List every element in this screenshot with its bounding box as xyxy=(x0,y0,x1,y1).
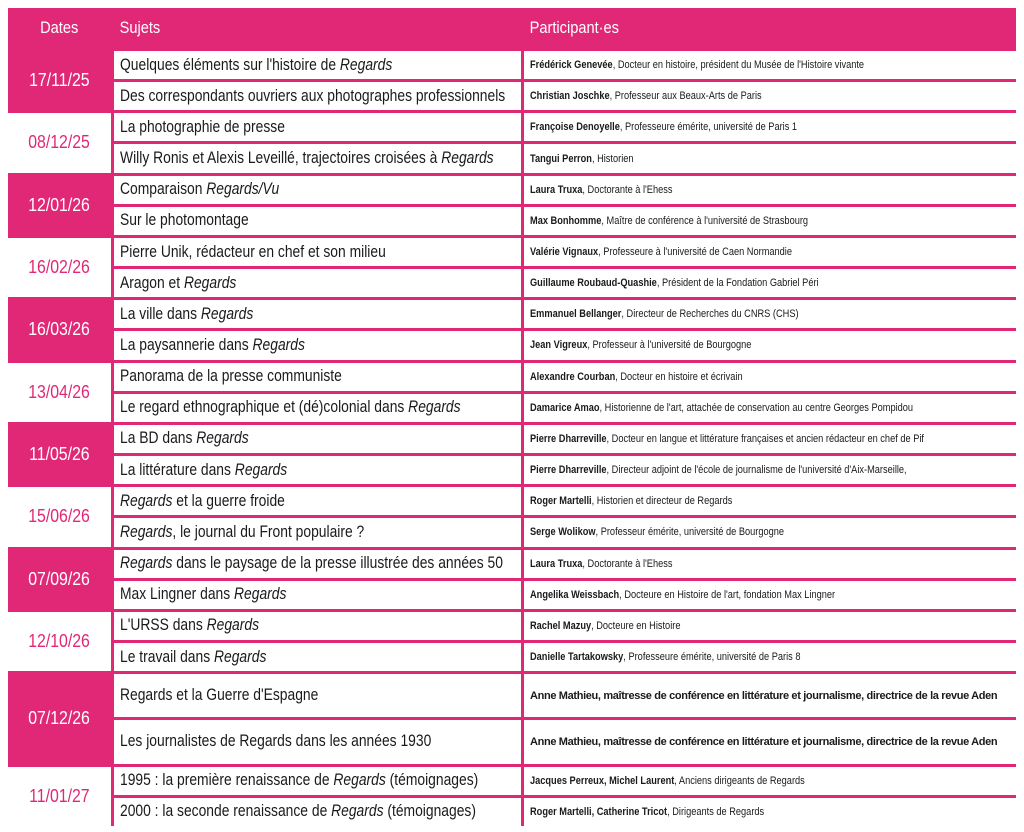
session-participant xyxy=(521,391,1016,422)
header-subjects: Sujets xyxy=(111,8,464,48)
subject-text: Comparaison xyxy=(120,180,207,199)
participant-name: Valérie Vignaux xyxy=(530,246,599,259)
participant-role: , Professeur à l'université de Bourgogne xyxy=(587,339,752,352)
session-row xyxy=(8,297,1016,328)
session-participant xyxy=(521,360,1016,391)
participant-role: , Historien xyxy=(591,152,634,165)
participant-name: Rachel Mazuy xyxy=(530,619,592,632)
subject-title-italic: Regards xyxy=(441,149,494,168)
session-row xyxy=(8,79,1016,110)
session-date: 16/02/26 xyxy=(8,235,111,297)
session-participant xyxy=(521,578,1016,609)
participant-role: , Anciens dirigeants de Regards xyxy=(674,774,805,787)
session-date: 12/10/26 xyxy=(8,609,111,671)
session-subject xyxy=(111,764,521,795)
session-participant xyxy=(521,453,1016,484)
session-row xyxy=(8,266,1016,297)
session-participant xyxy=(521,717,1016,763)
participant-name: Angelika Weissbach xyxy=(530,588,620,601)
participant-name: Alexandre Courban xyxy=(530,370,616,383)
session-date: 11/01/27 xyxy=(8,764,111,826)
subject-title-italic: Regards xyxy=(339,55,393,74)
session-row xyxy=(8,795,1016,826)
participant-role: , Doctorante à l'Ehess xyxy=(582,183,673,196)
participant-role: , Docteure en Histoire xyxy=(591,619,681,632)
subject-text: Pierre Unik, rédacteur en chef et son milieu xyxy=(120,242,386,261)
participant-name: Serge Wolikow xyxy=(530,526,596,539)
subject-title-italic: Regards xyxy=(120,491,173,510)
session-subject xyxy=(111,795,521,826)
session-subject xyxy=(111,547,521,578)
subject-text: La paysannerie dans xyxy=(120,335,253,354)
subject-title-italic: Regards xyxy=(120,522,173,541)
session-participant xyxy=(521,235,1016,266)
subject-text: Les journalistes de Regards dans les années 1930 xyxy=(120,732,432,751)
session-participant xyxy=(521,110,1016,141)
participant-role: , Docteure en Histoire de l'art, fondation Max Lingner xyxy=(619,588,836,601)
session-subject xyxy=(111,578,521,609)
subject-text: 2000 : la seconde renaissance de xyxy=(120,802,332,821)
participant-name: Tangui Perron xyxy=(530,152,592,165)
session-subject xyxy=(111,235,521,266)
session-row xyxy=(8,48,1016,79)
participant-role: , Directeur de Recherches du CNRS (CHS) xyxy=(621,308,799,321)
session-participant xyxy=(521,266,1016,297)
participant-role: , Directeur adjoint de l'école de journalisme de l'université d'Aix-Marseille, xyxy=(606,464,907,477)
participant-name: Françoise Denoyelle xyxy=(530,121,620,134)
session-row xyxy=(8,141,1016,172)
session-date: 08/12/25 xyxy=(8,110,111,172)
subject-text: Regards et la Guerre d'Espagne xyxy=(120,686,319,705)
subject-text: Le regard ethnographique et (dé)colonial dans xyxy=(120,398,409,417)
participant-name: Emmanuel Bellanger xyxy=(530,308,622,321)
participant-name: Anne Mathieu, maîtresse de conférence en littérature et journalisme, directrice de la revue Aden xyxy=(530,735,998,748)
session-subject xyxy=(111,328,521,359)
participant-role: , Doctorante à l'Ehess xyxy=(582,557,673,570)
subject-text: 1995 : la première renaissance de xyxy=(120,771,334,790)
session-row xyxy=(8,360,1016,391)
participant-name: Laura Truxa xyxy=(530,183,583,196)
subject-title-italic: Regards xyxy=(120,554,173,573)
session-subject xyxy=(111,79,521,110)
participant-role: , Professeur aux Beaux-Arts de Paris xyxy=(609,90,762,103)
subject-text: La littérature dans xyxy=(120,460,235,479)
session-row xyxy=(8,717,1016,763)
session-subject xyxy=(111,453,521,484)
subject-title-italic: Regards xyxy=(408,398,461,417)
participant-role: , Président de la Fondation Gabriel Péri xyxy=(656,277,819,290)
session-subject xyxy=(111,609,521,640)
subject-text: Quelques éléments sur l'histoire de xyxy=(120,55,340,74)
session-row xyxy=(8,547,1016,578)
session-row xyxy=(8,515,1016,546)
session-participant xyxy=(521,422,1016,453)
session-row xyxy=(8,391,1016,422)
session-row xyxy=(8,671,1016,717)
participant-name: Max Bonhomme xyxy=(530,214,602,227)
participant-role: , Docteur en langue et littérature françaises et ancien rédacteur en chef de Pif xyxy=(606,432,924,445)
session-row xyxy=(8,173,1016,204)
session-subject xyxy=(111,671,521,717)
subject-text: Aragon et xyxy=(120,273,184,292)
session-subject xyxy=(111,204,521,235)
session-subject xyxy=(111,640,521,671)
session-row xyxy=(8,484,1016,515)
participant-name: Damarice Amao xyxy=(530,401,600,414)
subject-title-italic: Regards/Vu xyxy=(206,180,280,199)
participant-name: Christian Joschke xyxy=(530,90,610,103)
session-row xyxy=(8,204,1016,235)
session-participant xyxy=(521,141,1016,172)
session-participant xyxy=(521,515,1016,546)
participant-role: , Docteur en histoire, président du Musée de l'Histoire vivante xyxy=(612,59,865,72)
session-subject xyxy=(111,173,521,204)
session-subject xyxy=(111,110,521,141)
session-subject xyxy=(111,717,521,763)
session-row xyxy=(8,422,1016,453)
participant-role: , Professeure émérite, université de Paris 1 xyxy=(619,121,798,134)
participant-name: Roger Martelli xyxy=(530,495,592,508)
subject-title-italic: Regards xyxy=(234,460,288,479)
session-subject xyxy=(111,391,521,422)
session-row xyxy=(8,764,1016,795)
session-row xyxy=(8,578,1016,609)
session-subject xyxy=(111,515,521,546)
session-row xyxy=(8,609,1016,640)
session-date: 12/01/26 xyxy=(8,173,111,235)
participant-name: Laura Truxa xyxy=(530,557,583,570)
participant-role: , Professeure émérite, université de Paris 8 xyxy=(623,651,801,664)
session-participant xyxy=(521,79,1016,110)
session-date: 07/09/26 xyxy=(8,547,111,609)
session-participant xyxy=(521,328,1016,359)
session-subject xyxy=(111,360,521,391)
subject-text: Max Lingner dans xyxy=(120,585,235,604)
subject-title-italic: Regards xyxy=(183,273,237,292)
subject-title-italic: Regards xyxy=(252,335,305,354)
session-date: 16/03/26 xyxy=(8,297,111,359)
schedule-body xyxy=(8,48,1016,826)
session-subject xyxy=(111,297,521,328)
session-participant xyxy=(521,173,1016,204)
subject-title-italic: Regards xyxy=(200,304,254,323)
schedule-sheet xyxy=(8,8,1016,826)
session-participant xyxy=(521,48,1016,79)
subject-text: Le travail dans xyxy=(120,647,215,666)
session-subject xyxy=(111,484,521,515)
participant-name: Guillaume Roubaud-Quashie xyxy=(530,277,657,290)
participant-name: Roger Martelli, Catherine Tricot xyxy=(530,805,668,818)
session-row xyxy=(8,640,1016,671)
schedule-table xyxy=(8,8,1016,826)
subject-text: (témoignages) xyxy=(385,771,479,790)
session-participant xyxy=(521,547,1016,578)
session-participant xyxy=(521,484,1016,515)
header-participants: Participant·es xyxy=(521,8,947,48)
subject-text: Willy Ronis et Alexis Leveillé, trajectoires croisées à xyxy=(120,149,442,168)
session-subject xyxy=(111,141,521,172)
session-row xyxy=(8,235,1016,266)
subject-text: Panorama de la presse communiste xyxy=(120,367,342,386)
participant-role: , Professeure à l'université de Caen Normandie xyxy=(598,246,793,259)
participant-name: Pierre Dharreville xyxy=(530,432,607,445)
participant-name: Jacques Perreux, Michel Laurent xyxy=(530,774,675,787)
subject-title-italic: Regards xyxy=(333,771,386,790)
participant-name: Pierre Dharreville xyxy=(530,464,607,477)
subject-text: , le journal du Front populaire ? xyxy=(172,522,365,541)
session-subject xyxy=(111,422,521,453)
subject-text: Des correspondants ouvriers aux photographes professionnels xyxy=(120,86,506,105)
header-dates: Dates xyxy=(8,8,111,48)
session-row xyxy=(8,110,1016,141)
subject-text: (témoignages) xyxy=(383,802,476,821)
session-participant xyxy=(521,640,1016,671)
subject-text: La BD dans xyxy=(120,429,197,448)
session-subject xyxy=(111,48,521,79)
subject-title-italic: Regards xyxy=(331,802,384,821)
participant-role: , Dirigeants de Regards xyxy=(667,805,765,818)
header-row xyxy=(8,8,1016,48)
subject-title-italic: Regards xyxy=(206,616,260,635)
session-date: 17/11/25 xyxy=(8,48,111,110)
participant-name: Jean Vigreux xyxy=(530,339,588,352)
subject-title-italic: Regards xyxy=(214,647,267,666)
session-participant xyxy=(521,297,1016,328)
participant-name: Frédérick Genevée xyxy=(530,59,613,72)
session-participant xyxy=(521,671,1016,717)
session-participant xyxy=(521,204,1016,235)
subject-text: Sur le photomontage xyxy=(120,211,249,230)
session-date: 11/05/26 xyxy=(8,422,111,484)
participant-role: , Docteur en histoire et écrivain xyxy=(615,370,743,383)
participant-role: , Historienne de l'art, attachée de conservation au centre Georges Pompidou xyxy=(599,401,914,414)
session-date: 13/04/26 xyxy=(8,360,111,422)
subject-title-italic: Regards xyxy=(196,429,249,448)
subject-text: dans le paysage de la presse illustrée des années 50 xyxy=(172,554,503,573)
participant-name: Danielle Tartakowsky xyxy=(530,651,624,664)
participant-role: , Historien et directeur de Regards xyxy=(591,495,733,508)
subject-text: La ville dans xyxy=(120,304,201,323)
subject-title-italic: Regards xyxy=(234,585,287,604)
session-participant xyxy=(521,609,1016,640)
subject-text: La photographie de presse xyxy=(120,117,285,136)
session-subject xyxy=(111,266,521,297)
participant-role: , Professeur émérite, université de Bourgogne xyxy=(595,526,785,539)
session-row xyxy=(8,453,1016,484)
participant-role: , Maître de conférence à l'université de Strasbourg xyxy=(601,214,809,227)
participant-name: Anne Mathieu, maîtresse de conférence en littérature et journalisme, directrice de la revue Aden xyxy=(530,689,998,702)
session-row xyxy=(8,328,1016,359)
session-date: 15/06/26 xyxy=(8,484,111,546)
session-participant xyxy=(521,764,1016,795)
subject-text: et la guerre froide xyxy=(172,491,285,510)
session-participant xyxy=(521,795,1016,826)
subject-text: L'URSS dans xyxy=(120,616,207,635)
session-date: 07/12/26 xyxy=(8,671,111,763)
